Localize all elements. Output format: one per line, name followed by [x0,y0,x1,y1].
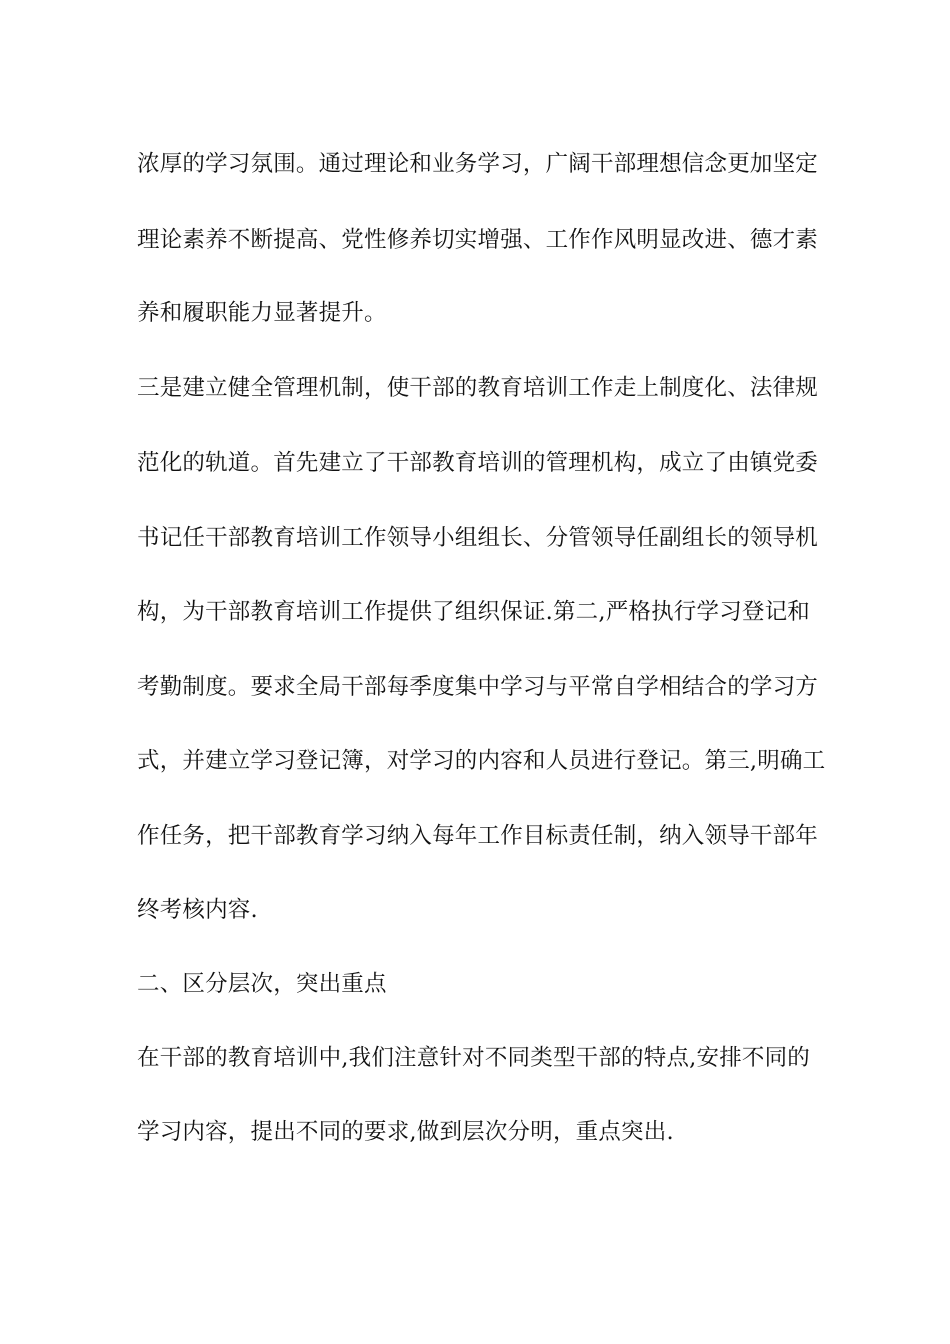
paragraph-line: 考勤制度。要求全局干部每季度集中学习与平常自学相结合的学习方 [137,674,819,700]
paragraph-line: 作任务，把干部教育学习纳入每年工作目标责任制，纳入领导干部年 [137,823,819,849]
paragraph-line: 养和履职能力显著提升。 [137,300,387,326]
paragraph-line: 范化的轨道。首先建立了干部教育培训的管理机构，成立了由镇党委 [137,450,819,476]
paragraph-line: 终考核内容. [137,897,258,923]
paragraph-line: 书记任干部教育培训工作领导小组组长、分管领导任副组长的领导机 [137,525,819,551]
paragraph-line: 三是建立健全管理机制，使干部的教育培训工作走上制度化、法律规 [137,375,819,401]
paragraph-line: 构，为干部教育培训工作提供了组织保证.第二,严格执行学习登记和 [137,599,811,625]
paragraph-line: 浓厚的学习氛围。通过理论和业务学习，广阔干部理想信念更加坚定 [137,151,819,177]
section-heading: 二、区分层次，突出重点 [137,971,387,997]
paragraph-line: 学习内容，提出不同的要求,做到层次分明，重点突出. [137,1119,674,1145]
paragraph-line: 式，并建立学习登记簿，对学习的内容和人员进行登记。第三,明确工 [137,748,826,774]
paragraph-line: 理论素养不断提高、党性修养切实增强、工作作风明显改进、德才素 [137,227,819,253]
paragraph-line: 在干部的教育培训中,我们注意针对不同类型干部的特点,安排不同的 [137,1045,811,1071]
